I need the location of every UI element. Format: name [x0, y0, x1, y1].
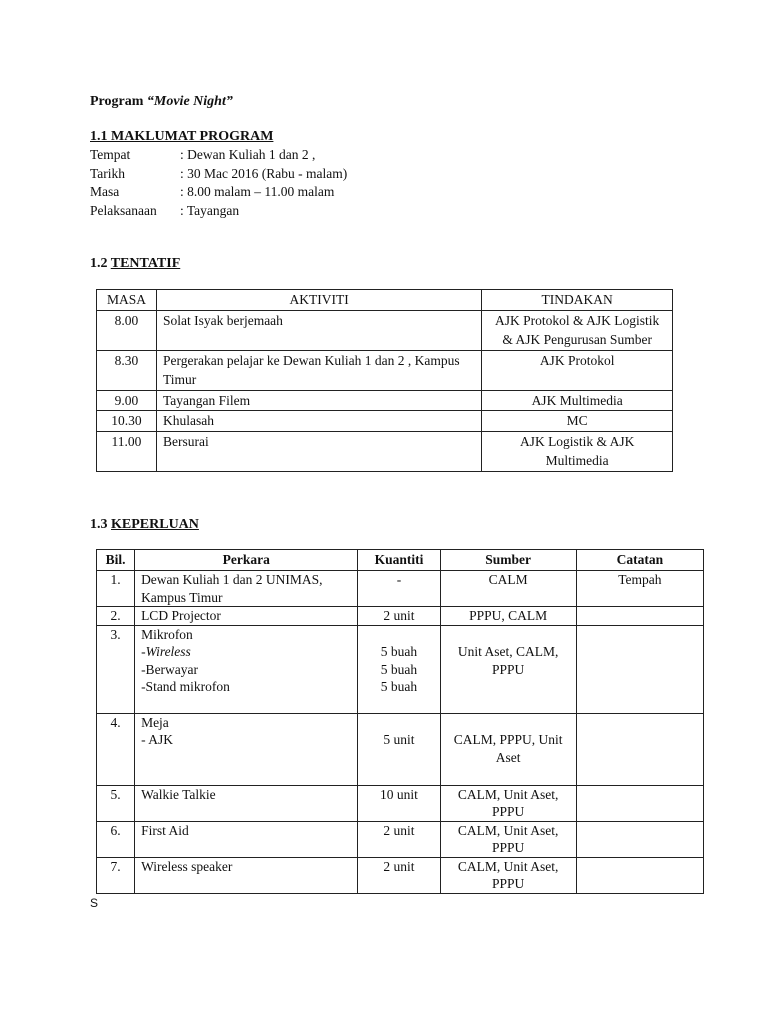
table-row: 3. Mikrofon -Wireless -Berwayar -Stand mikrofon 5 buah 5 buah 5 buah Unit Aset, CALM, PPPU [97, 625, 704, 713]
footer-text: S [90, 896, 99, 910]
table-header-row: MASA AKTIVITI TINDAKAN [97, 290, 673, 311]
info-row: Pelaksanaan : Tayangan [90, 202, 240, 218]
table-row: 11.00 Bersurai AJK Logistik & AJK Multimedia [97, 431, 673, 471]
info-row: Masa : 8.00 malam – 11.00 malam [90, 184, 335, 199]
tentatif-table [96, 289, 673, 472]
info-row: Tempat : Dewan Kuliah 1 dan 2 , [90, 147, 316, 162]
section-heading-keperluan: 1.3 KEPERLUAN [90, 517, 199, 532]
section-heading-maklumat: 1.1 MAKLUMAT PROGRAM [90, 129, 274, 144]
mikrofon-cell: Mikrofon -Wireless -Berwayar -Stand mikrofon [135, 625, 358, 713]
program-title: Program “Movie Night” [90, 94, 233, 109]
table-row: 9.00 Tayangan Filem AJK Multimedia [97, 390, 673, 411]
table-row: 10.30 Khulasah MC [97, 411, 673, 432]
table-row: 6. First Aid 2 unit CALM, Unit Aset, PPPU [97, 821, 704, 857]
table-row: 4. Meja - AJK 5 unit CALM, PPPU, Unit Aset [97, 713, 704, 785]
table-row: 5. Walkie Talkie 10 unit CALM, Unit Aset, PPPU [97, 785, 704, 821]
keperluan-table [96, 549, 704, 894]
section-heading-tentatif: 1.2 TENTATIF [90, 256, 181, 271]
table-row: 8.00 Solat Isyak berjemaah AJK Protokol & AJK Logistik & AJK Pengurusan Sumber [97, 310, 673, 350]
program-info [90, 146, 347, 220]
table-row: 1. Dewan Kuliah 1 dan 2 UNIMAS, Kampus Timur - CALM Tempah [97, 571, 704, 607]
table-row: 8.30 Pergerakan pelajar ke Dewan Kuliah 1 dan 2 , Kampus Timur AJK Protokol [97, 350, 673, 390]
table-row: 7. Wireless speaker 2 unit CALM, Unit Aset, PPPU [97, 857, 704, 893]
info-row: Tarikh : 30 Mac 2016 (Rabu - malam) [90, 165, 348, 181]
table-row: 2. LCD Projector 2 unit PPPU, CALM [97, 607, 704, 626]
table-header-row: Bil. Perkara Kuantiti Sumber Catatan [97, 550, 704, 571]
